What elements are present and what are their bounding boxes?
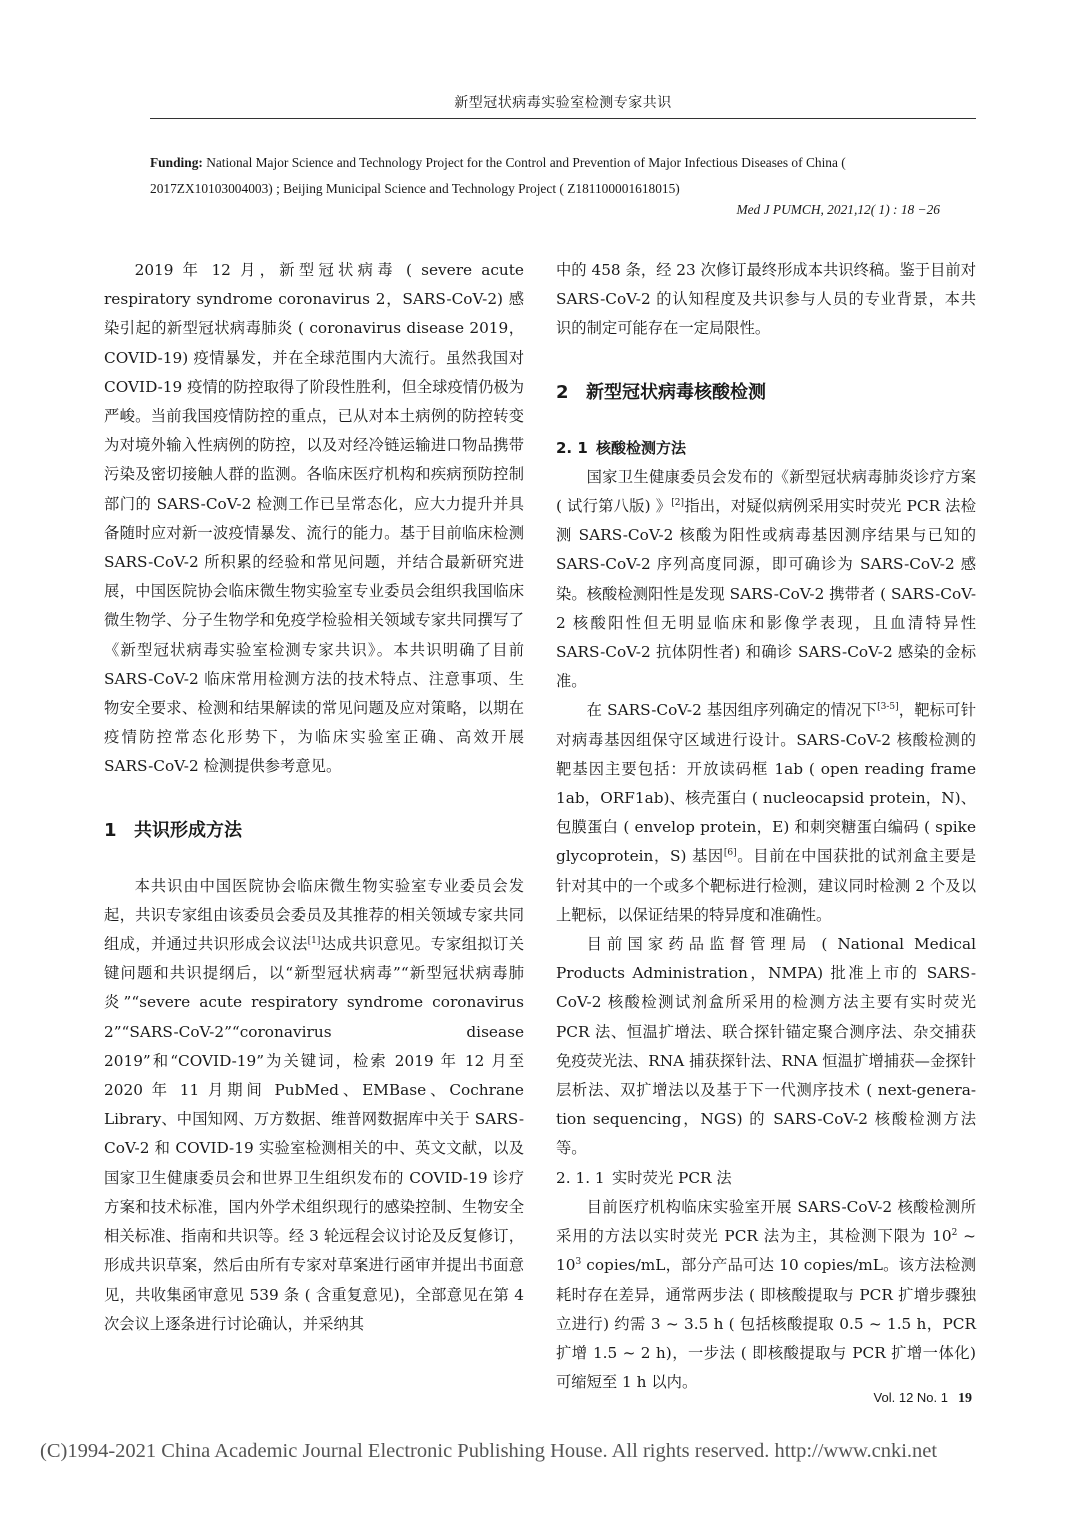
header-rule (150, 118, 976, 119)
page-footer (874, 1390, 972, 1407)
funding-label: Funding: (150, 155, 203, 170)
section-title: 新型冠状病毒核酸检测 (586, 381, 766, 403)
funding-text: National Major Science and Technology Project for the Control and Prevention of Major Infectious Diseases of China ( 2017ZX10103004003) ; Beijing Municipal Science and Technology Project ( Z181100001618015) (150, 155, 846, 196)
section-heading-1 (104, 816, 524, 846)
subsection-title: 核酸检测方法 (596, 438, 687, 457)
text-run: 指出，对疑似病例采用实时荧光 PCR 法检测 SARS-CoV-2 核酸为阳性或病毒基因测序结果与已知的 SARS-CoV-2 序列高度同源，即可确诊为 SARS-CoV-2 感染。核酸检测阳性是发现 SARS-CoV-2 携带者 ( SARS-CoV-2 核酸阳性但无明显临床和影像学表现，且血清特异性 SARS-CoV-2 抗体阴性者) 和确诊 SARS-CoV-2 感染的金标准。 (556, 497, 976, 691)
section-number: 1 (104, 819, 117, 841)
subsection-number: 2. 1 (556, 438, 588, 457)
subsubsection-number: 2. 1. 1 (556, 1168, 605, 1187)
continued-paragraph: 中的 458 条，经 23 次修订最终形成本共识终稿。鉴于目前对 SARS-CoV-2 的认知程度及共识参与人员的专业背景，本共识的制定可能存在一定局限性。 (556, 261, 976, 338)
text-run: copies/mL，部分产品可达 10 copies/mL。该方法检测耗时存在差异，通常两步法 ( 即核酸提取与 PCR 扩增步骤独立进行) 约需 3 ~ 3.5 h ( 包括核酸提取 0.5 ~ 1.5 h，PCR 扩增 1.5 ~ 2 h)，一步法 ( 即核酸提取与 PCR 扩增一体化) 可缩短至 1 h 以内。 (556, 1256, 976, 1392)
exponent: 3 (575, 1257, 582, 1268)
reference-link[interactable]: [3-5] (877, 702, 899, 713)
section-number: 2 (556, 381, 569, 403)
section-heading-2 (556, 378, 976, 408)
text-run: 本共识由中国医院协会临床微生物实验室专业委员会发起，共识专家组由该委员会委员及其推荐的相关领域专家共同组成，并通过共识形成会议法 (104, 876, 524, 954)
reference-link[interactable]: [2] (671, 498, 684, 509)
target-gene-paragraph (556, 696, 976, 930)
exponent: 2 (951, 1228, 958, 1239)
copyright-watermark: (C)1994-2021 China Academic Journal Electronic Publishing House. All rights reserved. http://www.cnki.net (40, 1440, 938, 1462)
text-run: 。目前在中国获批的试剂盒主要是针对其中的一个或多个靶标进行检测，建议同时检测 2 个及以上靶标，以保证结果的特异度和准确性。 (556, 847, 976, 924)
reference-link[interactable]: [1] (307, 936, 321, 947)
reference-link[interactable]: [6] (723, 848, 737, 859)
volume-issue: Vol. 12 No. 1 (873, 1390, 948, 1405)
subsubsection-heading-2-1-1 (556, 1164, 976, 1193)
text-run: 国家卫生健康委员会发布的《新型冠状病毒肺炎诊疗方案 ( 试行第八版) 》 (556, 467, 976, 516)
subsubsection-title: 实时荧光 PCR 法 (612, 1168, 732, 1187)
methods-list-paragraph: 目前国家药品监督管理局 ( National Medical Products Administration，NMPA) 批准上市的 SARS-CoV-2 核酸检测试剂盒所采用的检测方法主要有实时荧光 PCR 法、恒温扩增法、联合探针锚定聚合测序法、杂交捕获免疫荧光法、RNA 捕获探针法、RNA 恒温扩增捕获—金探针层析法、双扩增法以及基于下一代测序技术 ( next-genera-tion sequencing，NGS) 的 SARS-CoV-2 核酸检测方法等。 (556, 935, 976, 1158)
text-run: ~ 10 (556, 1227, 976, 1275)
right-column (556, 256, 976, 1397)
text-run: 达成共识意见。专家组拟订关键问题和共识提纲后，以“新型冠状病毒”“新型冠状病毒肺炎”“severe acute respiratory syndrome coronavirus 2”“SARS-CoV-2”“coronavirus disease 2019”和“COVID-19”为关键词，检索 2019 年 12 月至 2020 年 11 月期间 PubMed、EMBase、Cochrane Library、中国知网、万方数据、维普网数据库中关于 SARS-CoV-2 和 COVID-19 实验室检测相关的中、英文文献，以及国家卫生健康委员会和世界卫生组织发布的 COVID-19 诊疗方案和技术标准，国内外学术组织现行的感染控制、生物安全相关标准、指南和共识等。经 3 轮远程会议讨论及反复修订，形成共识草案，然后由所有专家对草案进行函审并提出书面意见，共收集函审意见 539 条 ( 含重复意见)，全部意见在第 4 次会议上逐条进行讨论确认，并采纳其 (104, 935, 524, 1333)
text-run: 在 SARS-CoV-2 基因组序列确定的情况下 (586, 701, 878, 720)
diagnosis-paragraph (556, 463, 976, 697)
funding-statement (150, 150, 960, 202)
intro-paragraph: 2019 年 12 月，新型冠状病毒 ( severe acute respiratory syndrome coronavirus 2，SARS-CoV-2) 感染引起的新型冠状病毒肺炎 ( coronavirus disease 2019，COVID-19) 疫情暴发，并在全球范围内大流行。虽然我国对 COVID-19 疫情的防控取得了阶段性胜利，但全球疫情仍极为严峻。当前我国疫情防控的重点，已从对本土病例的防控转变为对境外输入性病例的防控，以及对经冷链运输进口物品携带污染及密切接触人群的监测。各临床医疗机构和疾病预防控制部门的 SARS-CoV-2 检测工作已呈常态化，应大力提升并具备随时应对新一波疫情暴发、流行的能力。基于目前临床检测 SARS-CoV-2 所积累的经验和常见问题，并结合最新研究进展，中国医院协会临床微生物实验室专业委员会组织我国临床微生物学、分子生物学和免疫学检验相关领域专家共同撰写了《新型冠状病毒实验室检测专家共识》。本共识明确了目前 SARS-CoV-2 临床常用检测方法的技术特点、注意事项、生物安全要求、检测和结果解读的常见问题及应对策略，以期在疫情防控常态化形势下，为临床实验室正确、高效开展 SARS-CoV-2 检测提供参考意见。 (104, 261, 524, 776)
pcr-paragraph (556, 1193, 976, 1397)
page-number: 19 (958, 1391, 972, 1406)
text-run: ，靶标可针对病毒基因组保守区域进行设计。SARS-CoV-2 核酸检测的靶基因主要包括：开放读码框 1ab ( open reading frame 1ab，ORF1ab)、核壳蛋白 ( nucleocapsid protein，N)、包膜蛋白 ( envelop protein，E) 和刺突糖蛋白编码 ( spike glycoprotein，S) 基因 (556, 701, 976, 866)
section-title: 共识形成方法 (134, 819, 242, 841)
text-run: 目前医疗机构临床实验室开展 SARS-CoV-2 核酸检测所采用的方法以实时荧光 PCR 法为主，其检测下限为 10 (556, 1197, 976, 1246)
left-column (104, 256, 524, 1339)
methods-paragraph (104, 872, 524, 1339)
journal-citation: Med J PUMCH, 2021,12( 1) : 18 −26 (736, 202, 940, 217)
running-title: 新型冠状病毒实验室检测专家共识 (454, 95, 672, 111)
subsection-heading-2-1 (556, 434, 976, 463)
